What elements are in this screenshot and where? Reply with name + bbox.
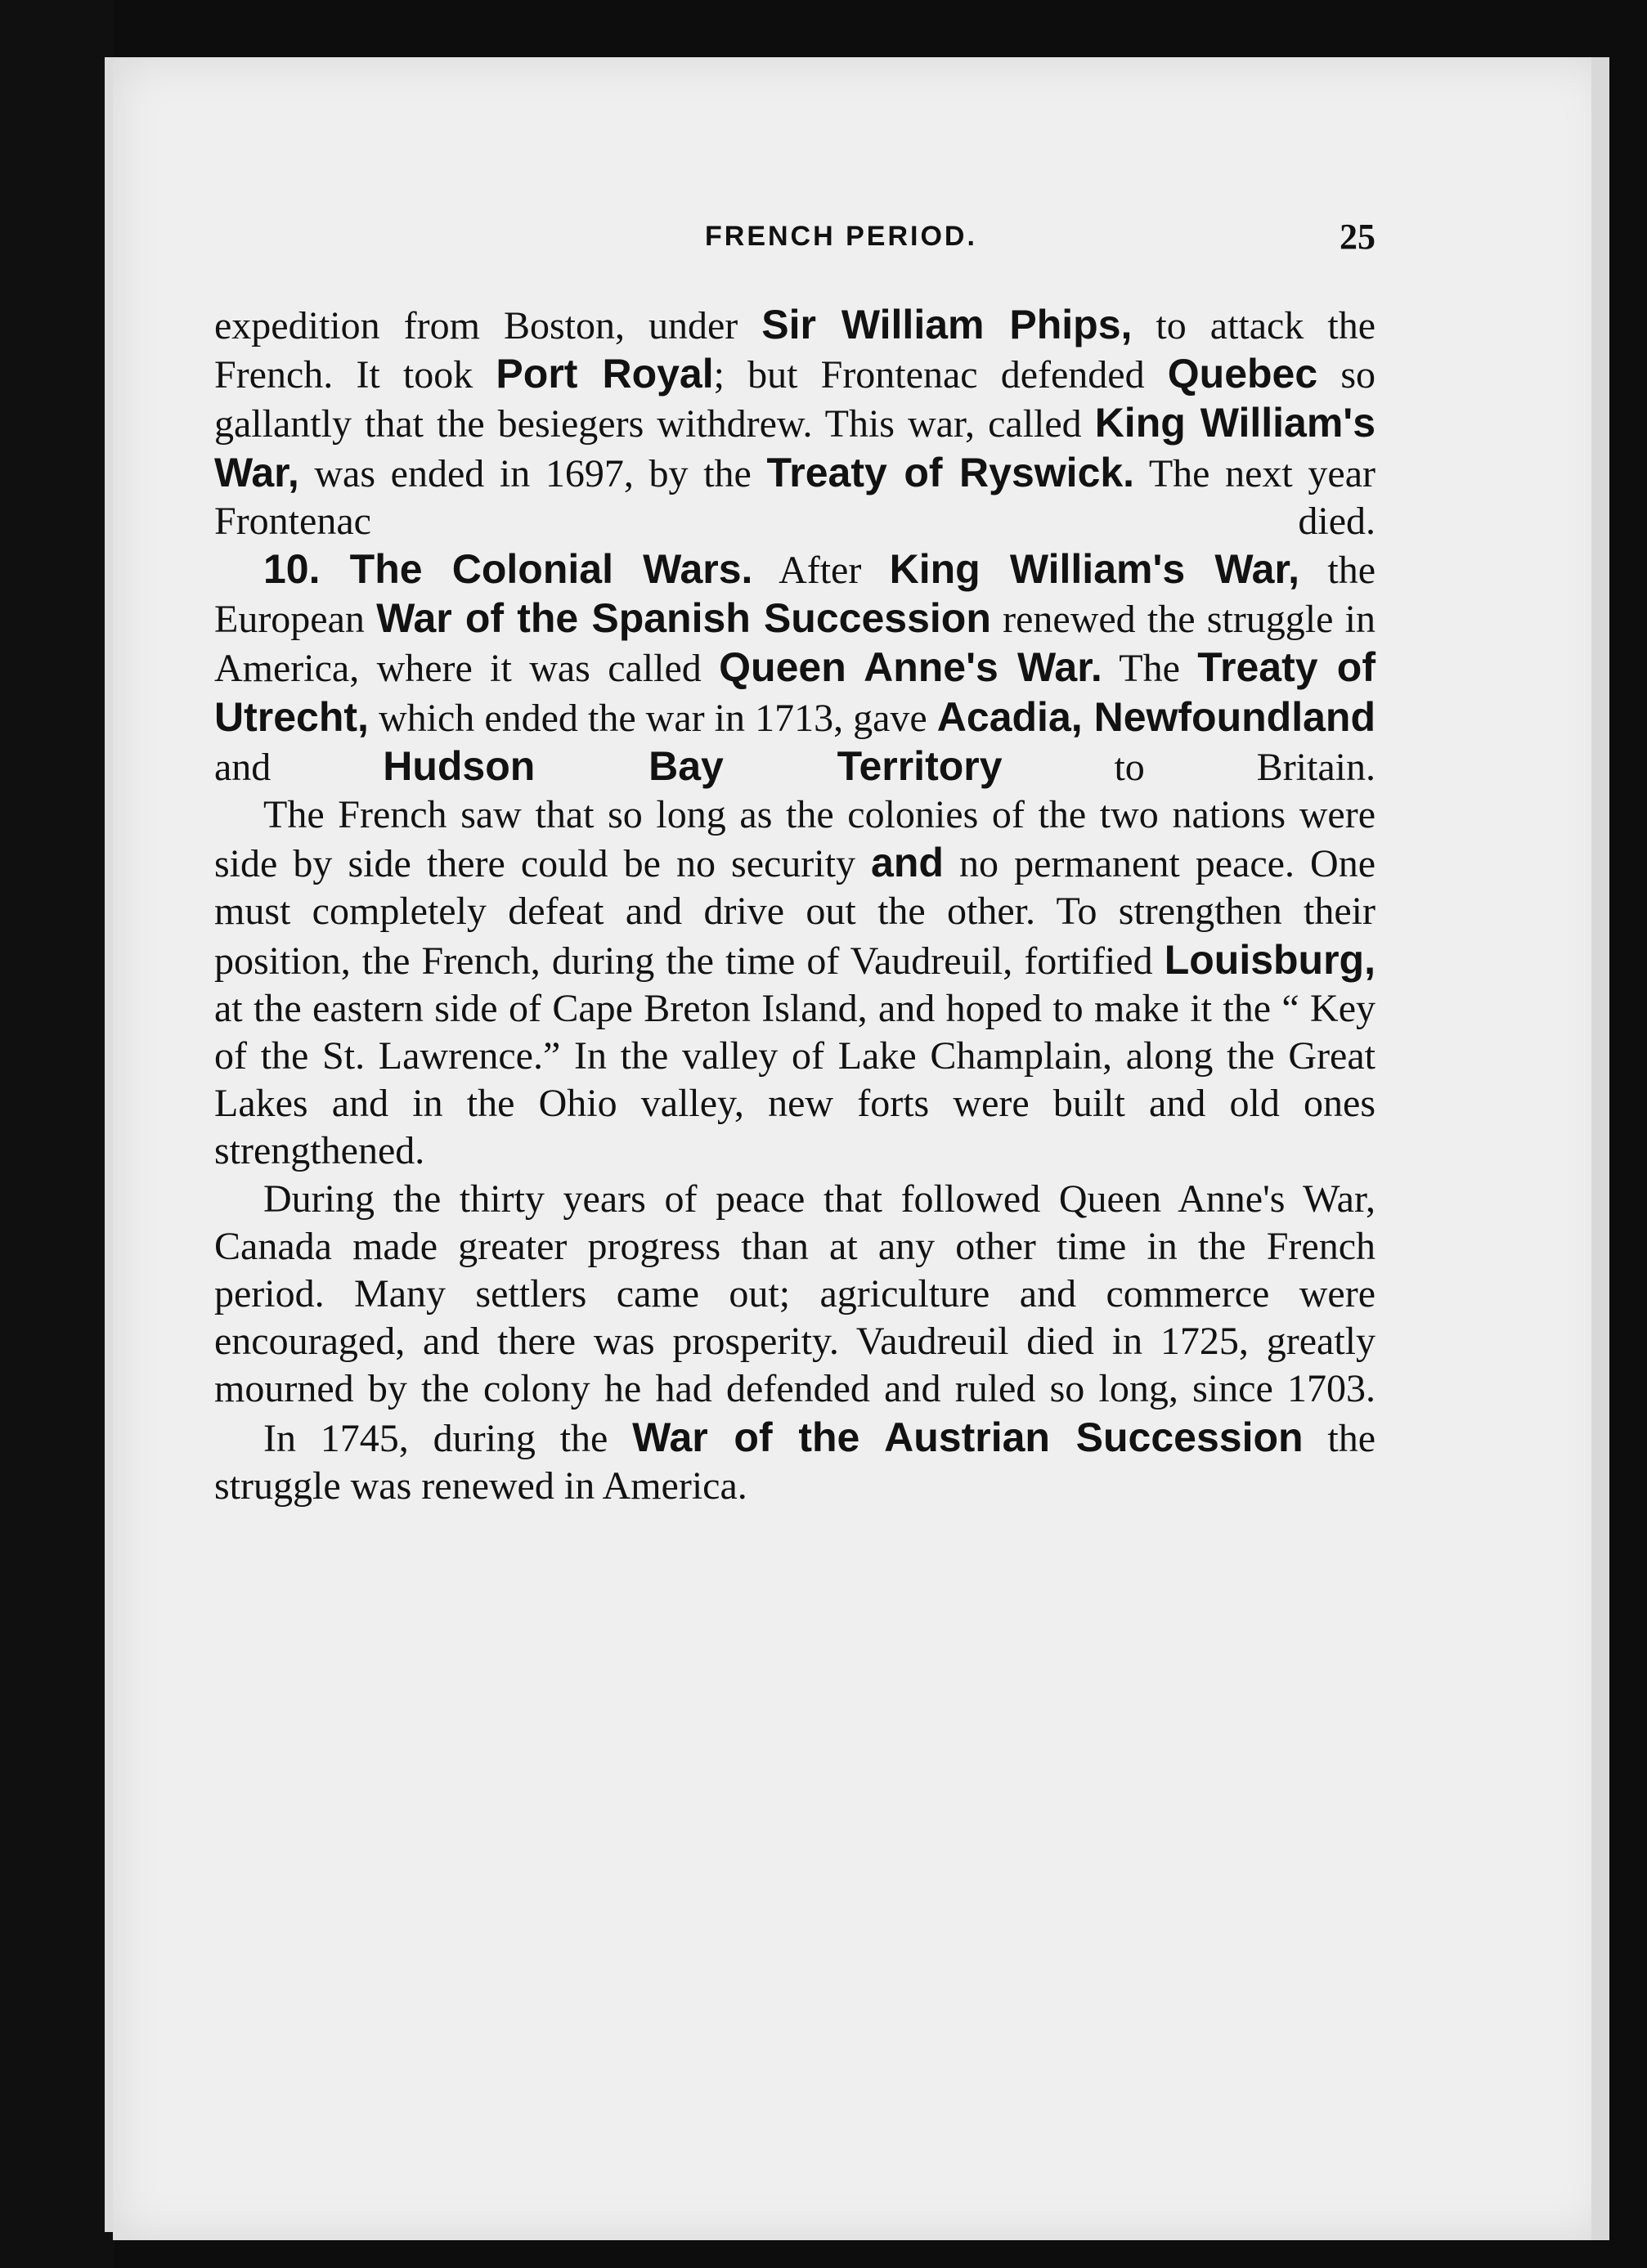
text-run: The French saw that so long as the colonies of the two nations were side by side there could be no security	[214, 793, 1375, 886]
text-run: ; but Frontenac defended	[713, 353, 1168, 397]
bold-term: King William's War,	[889, 546, 1300, 593]
paragraph	[214, 545, 1375, 791]
paragraph	[214, 1414, 1375, 1510]
text-run: so gallantly that the besiegers withdrew. This war, called	[214, 353, 1376, 446]
bold-term: 10. The Colonial Wars.	[263, 546, 753, 593]
bold-term: War of the Spanish Succession	[376, 595, 991, 642]
bold-term: Treaty of Utrecht,	[214, 644, 1375, 740]
text-run: was ended in 1697, by the	[298, 451, 767, 495]
text-run: which ended the war in 1713, gave	[368, 696, 937, 740]
paragraph	[214, 1176, 1375, 1414]
text-run: After	[752, 549, 890, 593]
text-run: and	[214, 745, 384, 789]
bold-term: Sir William Phips,	[761, 302, 1133, 347]
bold-term: and	[871, 840, 944, 886]
text-run: no permanent peace. One must completely defeat and drive out the other. To strengthen their position, the French, during the time of Vaudreuil, fortified	[214, 842, 1375, 983]
bold-term: Queen Anne's War.	[719, 644, 1102, 691]
bold-term: Acadia, Newfoundland	[936, 693, 1375, 740]
text-run: at the eastern side of Cape Breton Island, and hoped to make it the “ Key of the St. Lawrence.” In the valley of Lake Champlain, along the Great Lakes and in the Ohio valley, new forts were built and old ones strengthened.	[214, 986, 1375, 1173]
bold-term: King William's War,	[214, 400, 1375, 495]
text-run: the European	[214, 549, 1375, 642]
book-spine	[0, 0, 114, 2268]
bold-term: Louisburg,	[1164, 936, 1375, 983]
bold-term: Quebec	[1167, 351, 1318, 397]
text-run: The	[1102, 647, 1198, 691]
text-run: The next year Frontenac died.	[214, 451, 1375, 543]
paragraph	[214, 301, 1375, 545]
body-text	[214, 301, 1375, 1510]
spine-edge	[105, 57, 113, 2232]
page-edge	[1591, 57, 1609, 2240]
bold-term: Port Royal	[496, 351, 714, 397]
text-run: During the thirty years of peace that followed Queen Anne's War, Canada made greater progress than at any other time in the French period. Many settlers came out; agriculture and commerce were encouraged, and there was prosperity. Vaudreuil died in 1725, greatly mourned by the colony he had defended and ruled so long, since 1703.	[214, 1177, 1375, 1411]
bold-term: Hudson Bay Territory	[383, 742, 1003, 789]
running-head: FRENCH PERIOD.	[705, 221, 977, 252]
bold-term: War of the Austrian Succession	[632, 1414, 1304, 1460]
page-number: 25	[1340, 217, 1375, 257]
text-run: renewed the struggle in America, where it was called	[214, 598, 1375, 691]
text-run: In 1745, during the	[263, 1416, 633, 1460]
text-run: to Britain.	[1002, 745, 1375, 789]
text-run: expedition from Boston, under	[214, 304, 762, 347]
page-header	[214, 217, 1375, 278]
bold-term: Treaty of Ryswick.	[766, 449, 1135, 495]
paragraph	[214, 791, 1375, 1176]
text-run: the struggle was renewed in America.	[214, 1416, 1376, 1508]
text-run: to attack the French. It took	[214, 304, 1376, 397]
